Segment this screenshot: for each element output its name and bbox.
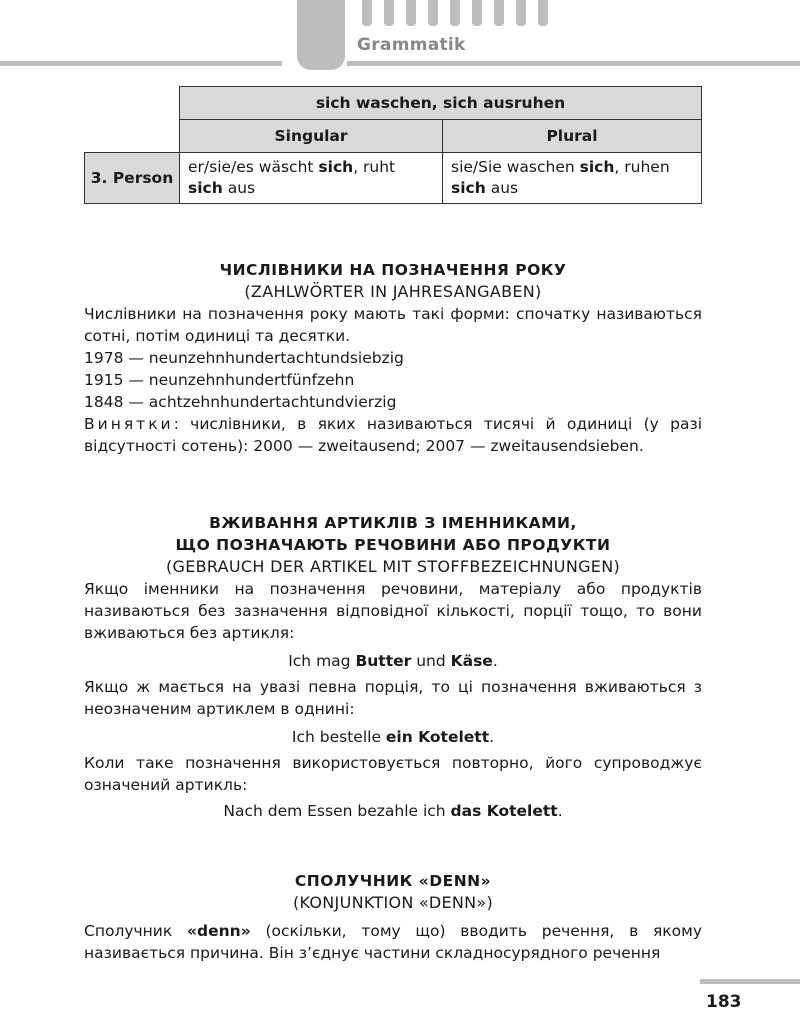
- header-stripe: [494, 0, 504, 26]
- paragraph: Числівники на позначення року мають такі форми: спочатку називаються сотні, потім одиниці та десятки.: [84, 305, 702, 345]
- header-rule-left: [0, 61, 282, 66]
- paragraph: Коли таке позначення використовується повторно, його супроводжує означений артикль:: [84, 754, 702, 794]
- table-empty-corner: [85, 120, 180, 153]
- section-conjunction-denn: [84, 870, 702, 964]
- section-heading: ВЖИВАННЯ АРТИКЛІВ З ІМЕННИКАМИ,: [209, 514, 577, 532]
- section-subheading: (ZAHLWÖRTER IN JAHRESANGABEN): [244, 282, 542, 301]
- exceptions-paragraph: Винятки: числівники, в яких називаються тисячі й одиниці (у разі відсутності сотень): 2000 — zweitausend; 2007 — zweitausendsieben.: [84, 415, 702, 455]
- header-stripe: [428, 0, 438, 26]
- conjugation-table: [84, 86, 702, 204]
- table-cell-plural: sie/Sie waschen sich, ruhen sich aus: [443, 153, 702, 204]
- example-line: 1915 — neunzehnhundertfünfzehn: [84, 371, 355, 389]
- example-line: 1978 — neunzehnhundertachtundsiebzig: [84, 349, 404, 367]
- table-row-label: 3. Person: [85, 153, 180, 204]
- example-sentence: Ich mag Butter und Käse.: [288, 652, 498, 670]
- header-rule-right: [347, 61, 800, 66]
- section-title: Grammatik: [357, 35, 466, 55]
- section-subheading: (GEBRAUCH DER ARTIKEL MIT STOFFBEZEICHNUNGEN): [165, 557, 621, 576]
- example-sentence: Nach dem Essen bezahle ich das Kotelett.: [223, 802, 563, 820]
- section-heading: ЩО ПОЗНАЧАЮТЬ РЕЧОВИНИ АБО ПРОДУКТИ: [175, 536, 611, 554]
- table-verbs-header: sich waschen, sich ausruhen: [180, 87, 702, 120]
- section-year-numerals: [84, 259, 702, 457]
- example-line: 1848 — achtzehnhundertachtundvierzig: [84, 393, 397, 411]
- header-stripe: [516, 0, 526, 26]
- header-stripe: [538, 0, 548, 26]
- table-cell-singular: er/sie/es wäscht sich, ruht sich aus: [180, 153, 443, 204]
- header-stripe: [406, 0, 416, 26]
- example-sentence: Ich bestelle ein Kotelett.: [291, 728, 495, 746]
- header-stripe: [472, 0, 482, 26]
- section-heading: ЧИСЛІВНИКИ НА ПОЗНАЧЕННЯ РОКУ: [219, 261, 567, 279]
- paragraph: Сполучник «denn» (оскільки, тому що) вводить речення, в якому називається причина. Він з’єднує частини складносурядного речення: [84, 922, 702, 962]
- section-heading: СПОЛУЧНИК «DENN»: [294, 872, 492, 890]
- header-tab: [297, 0, 345, 70]
- header-stripe: [362, 0, 372, 26]
- header-stripe: [450, 0, 460, 26]
- table-col-singular: Singular: [180, 120, 443, 153]
- page-number: 183: [706, 992, 742, 1012]
- paragraph: Якщо іменники на позначення речовини, матеріалу або продуктів називаються без зазначення відповідної кількості, порції тощо, то вони вживаються без артикля:: [84, 580, 702, 642]
- section-articles-substances: [84, 512, 702, 826]
- paragraph: Якщо ж мається на увазі певна порція, то ці позначення вживаються з неозначеним артиклем в однині:: [84, 678, 702, 718]
- footer-rule: [700, 979, 800, 984]
- section-subheading: (KONJUNKTION «DENN»): [292, 893, 494, 912]
- table-empty-corner: [85, 87, 180, 120]
- table-col-plural: Plural: [443, 120, 702, 153]
- header-stripe: [384, 0, 394, 26]
